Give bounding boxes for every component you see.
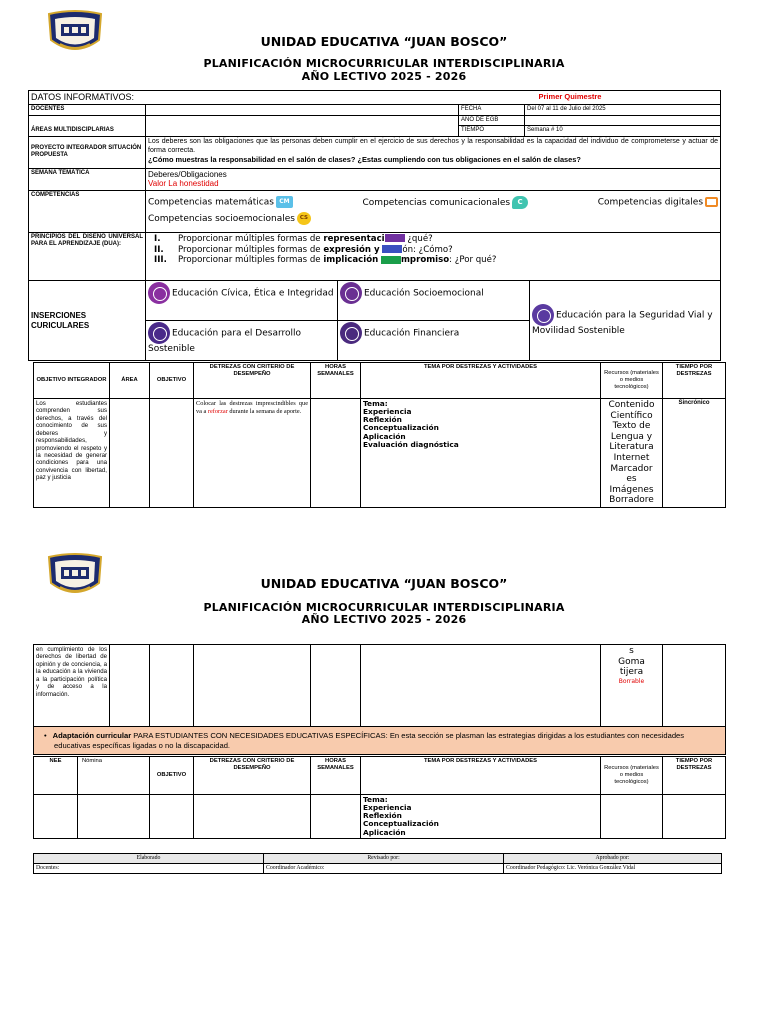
planificacion-table-cont [33,644,726,755]
docentes-firma: Docentes: [34,864,264,874]
objetivo-integrador-text: Los estudiantes comprenden sus derechos, a través del conocimiento de sus deberes y responsabilidades, promoviendo el respeto y la necesidad de generar condiciones para una convivencia con libertad, paz y justicia [34,399,110,508]
highlight-purple [385,234,405,242]
monitor-icon [705,197,718,207]
tiempo-cell: Sincrónico [663,399,726,508]
tiempo-cell[interactable] [663,795,726,839]
inserciones-label: INSERCIONES CURICULARES [29,281,146,361]
semana-label: SEMANA TEMÁTICA [29,168,146,190]
th-objetivo: OBJETIVO [150,757,194,795]
fecha-value: Del 07 al 11 de Julio del 2025 [525,105,721,116]
anio-egb-value[interactable] [525,115,721,126]
school-name: UNIDAD EDUCATIVA “JUAN BOSCO” [260,34,508,49]
school-year: AÑO LECTIVO 2025 - 2026 [301,613,467,626]
comp-matematicas: Competencias matemáticas CM [148,196,293,209]
nee-cell[interactable] [34,795,78,839]
tema-cell: Tema: Experiencia Reflexión Conceptualización Aplicación [361,795,601,839]
objetivo-cell[interactable] [150,399,194,508]
planificacion-table [33,362,726,508]
dua-line-1: I. Proporcionar múltiples formas de representaci ¿qué? [154,233,433,244]
fecha-label: FECHA [459,105,525,116]
th-area: ÁREA [110,363,150,399]
objetivo-cell[interactable] [150,645,194,727]
tiempo-value: Semana # 10 [525,126,721,137]
comp-socioemocionales: Competencias socioemocionales CS [148,212,311,225]
horas-cell[interactable] [311,795,361,839]
desarrollo-badge-icon [148,322,170,344]
insercion-financiera: Educación Financiera [338,321,530,361]
firmas-table [33,853,722,874]
tema-cell[interactable] [361,645,601,727]
area-cell[interactable] [110,399,150,508]
dua-label: PRINCIPIOS DEL DISEÑO UNIVERSAL PARA EL APRENDIZAJE (DUA): [29,232,146,280]
anio-egb-label: AÑO DE EGB [459,115,525,126]
revisado-label: Revisado por: [264,854,504,864]
recursos-cell[interactable] [601,795,663,839]
proyecto-question: ¿Cómo muestras la responsabilidad en el salón de clases? ¿Estas cumpliendo con tus obligaciones en el salón de clases? [148,155,581,165]
th-tiempo: TIEMPO POR DESTREZAS [663,757,726,795]
th-tiempo: TIEMPO POR DESTREZAS [663,363,726,399]
th-destrezas: DETREZAS CON CRITERIO DE DESEMPEÑO [194,757,311,795]
document-title: PLANIFICACIÓN MICROCURRICULAR INTERDISCIPLINARIA [203,601,565,614]
objetivo-integrador-cont: en cumplimiento de los derechos de libertad de opinión y de conciencia, a la educación a la vivienda a la participación política y de acceso a la información. [34,645,110,727]
aprobado-label: Aprobado por: [504,854,722,864]
insercion-vial: Educación para la Seguridad Vial y Movilidad Sostenible [530,281,721,361]
semana-value: Deberes/Obligaciones [148,169,227,179]
dua-line-2: II. Proporcionar múltiples formas de expresión y ón: ¿Cómo? [154,244,453,255]
adaptacion-curricular-banner: • Adaptación curricular PARA ESTUDIANTES CON NECESIDADES EDUCATIVAS ESPECÍFICAS: En esta sección se plasman las estrategias dirigidas a los estudiantes con necesidades educativas específicas ligadas o no la discapacidad. [34,727,726,755]
cs-icon: CS [297,212,311,225]
recursos-cell: Contenido Científico Texto de Lengua y Literatura Internet Marcador es Imágenes Borradore [601,399,663,508]
nee-table [33,756,726,839]
highlight-green [381,256,401,264]
comp-comunicacionales: Competencias comunicacionales C [363,196,529,209]
proyecto-cell [146,136,721,168]
financiera-badge-icon [340,322,362,344]
cm-icon: CM [276,196,293,208]
valor-value: Valor La honestidad [148,179,219,189]
page-2 [0,520,768,1024]
th-tema: TEMA POR DESTREZAS Y ACTIVIDADES [361,757,601,795]
objetivo-cell[interactable] [150,795,194,839]
inserciones-table [28,280,721,361]
document-title: PLANIFICACIÓN MICROCURRICULAR INTERDISCIPLINARIA [203,57,565,70]
highlight-blue [382,245,402,253]
civica-badge-icon [148,282,170,304]
th-horas: HORAS SEMANALES [311,363,361,399]
docentes-label: DOCENTES [29,105,146,116]
th-recursos: Recursos (materiales o medios tecnológicos) [601,757,663,795]
th-objetivo: OBJETIVO [150,363,194,399]
destrezas-cell[interactable] [194,795,311,839]
th-tema: TEMA POR DESTREZAS Y ACTIVIDADES [361,363,601,399]
comp-digitales: Competencias digitales [598,197,718,209]
insercion-socioemocional: Educación Socioemocional [338,281,530,321]
th-destrezas: DETREZAS CON CRITERIO DE DESEMPEÑO [194,363,311,399]
nomina-cell[interactable] [78,795,150,839]
school-year: AÑO LECTIVO 2025 - 2026 [301,70,467,83]
horas-cell[interactable] [311,399,361,508]
proyecto-text: Los deberes son las obligaciones que las personas deben cumplir en el ejercicio de sus derechos y la responsabilidad es la capacidad del individuo de comprometerse y actuar de forma correcta. [148,137,719,154]
school-logo [46,10,104,56]
recursos-cell-cont: s Goma tijera Borrable [601,645,663,727]
competencias-cell [146,190,721,232]
th-nee: NEE [34,757,78,795]
coord-academico-firma: Coordinador Académico: [264,864,504,874]
th-objetivo-integrador: OBJETIVO INTEGRADOR [34,363,110,399]
th-horas: HORAS SEMANALES [311,757,361,795]
tema-cell: Tema: Experiencia Reflexión Conceptualización Aplicación Evaluación diagnóstica [361,399,601,508]
dua-line-3: III. Proporcionar múltiples formas de implicación mpromiso: ¿Por qué? [154,255,497,266]
th-recursos: Recursos (materiales o medios tecnológicos) [601,363,663,399]
tiempo-cell[interactable] [663,645,726,727]
areas-value[interactable] [146,115,459,136]
competencias-label: COMPETENCIAS [29,190,146,232]
dua-cell [146,232,721,280]
insercion-civica: Educación Cívica, Ética e Integridad [146,281,338,321]
socioemocional-badge-icon [340,282,362,304]
tiempo-label: TIEMPO [459,126,525,137]
vial-badge-icon [532,304,554,326]
insercion-desarrollo: Educación para el Desarrollo Sostenible [146,321,338,361]
semana-cell [146,168,721,190]
datos-informativos-table [28,90,721,281]
datos-heading: DATOS INFORMATIVOS: [29,91,459,105]
c-speech-icon: C [512,196,528,209]
areas-label: ÁREAS MULTIDISCIPLARIAS [29,115,146,136]
elaborado-label: Elaborado [34,854,264,864]
th-nomina: Nómina [78,757,150,795]
destrezas-cell: Colocar las destrezas imprescindibles que va a reforzar durante la semana de aporte. [194,399,311,508]
coord-pedagogico-firma: Coordinador Pedagógico: Lic. Verónica González Vidal [504,864,722,874]
area-cell[interactable] [110,645,150,727]
quimestre: Primer Quimestre [459,91,721,105]
horas-cell[interactable] [311,645,361,727]
proyecto-label: PROYECTO INTEGRADOR SITUACIÓN PROPUESTA [29,136,146,168]
destrezas-cell[interactable] [194,645,311,727]
school-name: UNIDAD EDUCATIVA “JUAN BOSCO” [260,576,508,591]
docentes-value[interactable] [146,105,459,116]
